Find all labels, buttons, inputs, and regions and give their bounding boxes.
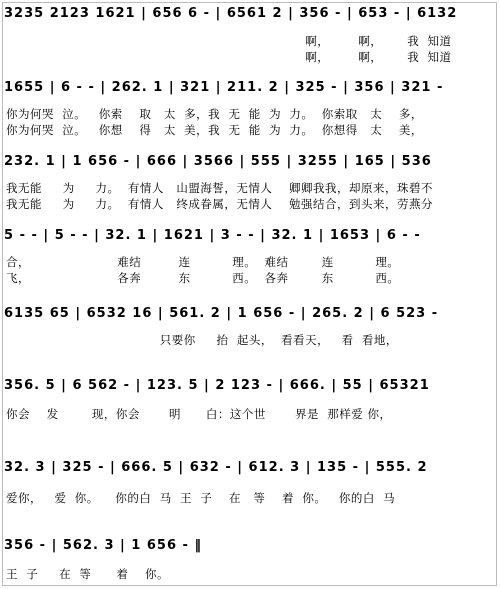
notation-row-7: 32. 3 | 325 - | 666. 5 | 632 - | 612. 3 | 135 - | 555. 2	[4, 460, 428, 475]
lyrics-row-7: 爱你， 爱 你。 你的白 马 王 子 在 等 着 你。 你的白 马	[6, 491, 396, 505]
lyrics-row-6: 你会 发 现，你会 明 白：这个世 界是 那样爱 你，	[6, 407, 392, 421]
lyrics-row-1b: 啊， 啊， 我 知道	[6, 50, 452, 64]
lyrics-row-8: 王 子 在 等 着 你。	[6, 567, 169, 581]
lyrics-row-2b: 你为何哭 泣。 你想 得 太 美，我 无 能 为 力。 你想得 太 美，	[6, 123, 423, 137]
lyrics-row-1a: 啊， 啊， 我 知道	[6, 34, 452, 48]
notation-row-1: 3235 2123 1621 | 656 6 - | 6561 2 | 356 - | 653 - | 6132	[4, 6, 458, 21]
notation-row-8: 356 - | 562. 3 | 1 656 - ‖	[4, 538, 202, 553]
lyrics-row-5: 只要你 抬 起头， 看看天， 看 看地，	[6, 333, 398, 347]
notation-row-4: 5 - - | 5 - - | 32. 1 | 1621 | 3 - - | 32. 1 | 1653 | 6 - -	[4, 228, 421, 243]
lyrics-row-2a: 你为何哭 泣。 你索 取 太 多，我 无 能 为 力。 你索取 太 多，	[6, 107, 423, 121]
notation-row-2: 1655 | 6 - - | 262. 1 | 321 | 211. 2 | 325 - | 356 | 321 -	[4, 80, 444, 95]
lyrics-row-3b: 我无能 为 力。 有情人 终成眷属，无情人 勉强结合，到头来，劳燕分	[6, 197, 433, 211]
notation-row-6: 356. 5 | 6 562 - | 123. 5 | 2 123 - | 666. | 55 | 65321	[4, 378, 430, 393]
lyrics-row-4b: 飞， 各奔 东 西。 各奔 东 西。	[6, 271, 400, 285]
notation-row-3: 232. 1 | 1 656 - | 666 | 3566 | 555 | 3255 | 165 | 536	[4, 154, 432, 169]
lyrics-row-4a: 合， 难结 连 理。 难结 连 理。	[6, 255, 400, 269]
notation-row-5: 6135 65 | 6532 16 | 561. 2 | 1 656 - | 265. 2 | 6 523 -	[4, 306, 439, 321]
lyrics-row-3a: 我无能 为 力。 有情人 山盟海誓，无情人 卿卿我我，却原来，珠碧不	[6, 181, 433, 195]
